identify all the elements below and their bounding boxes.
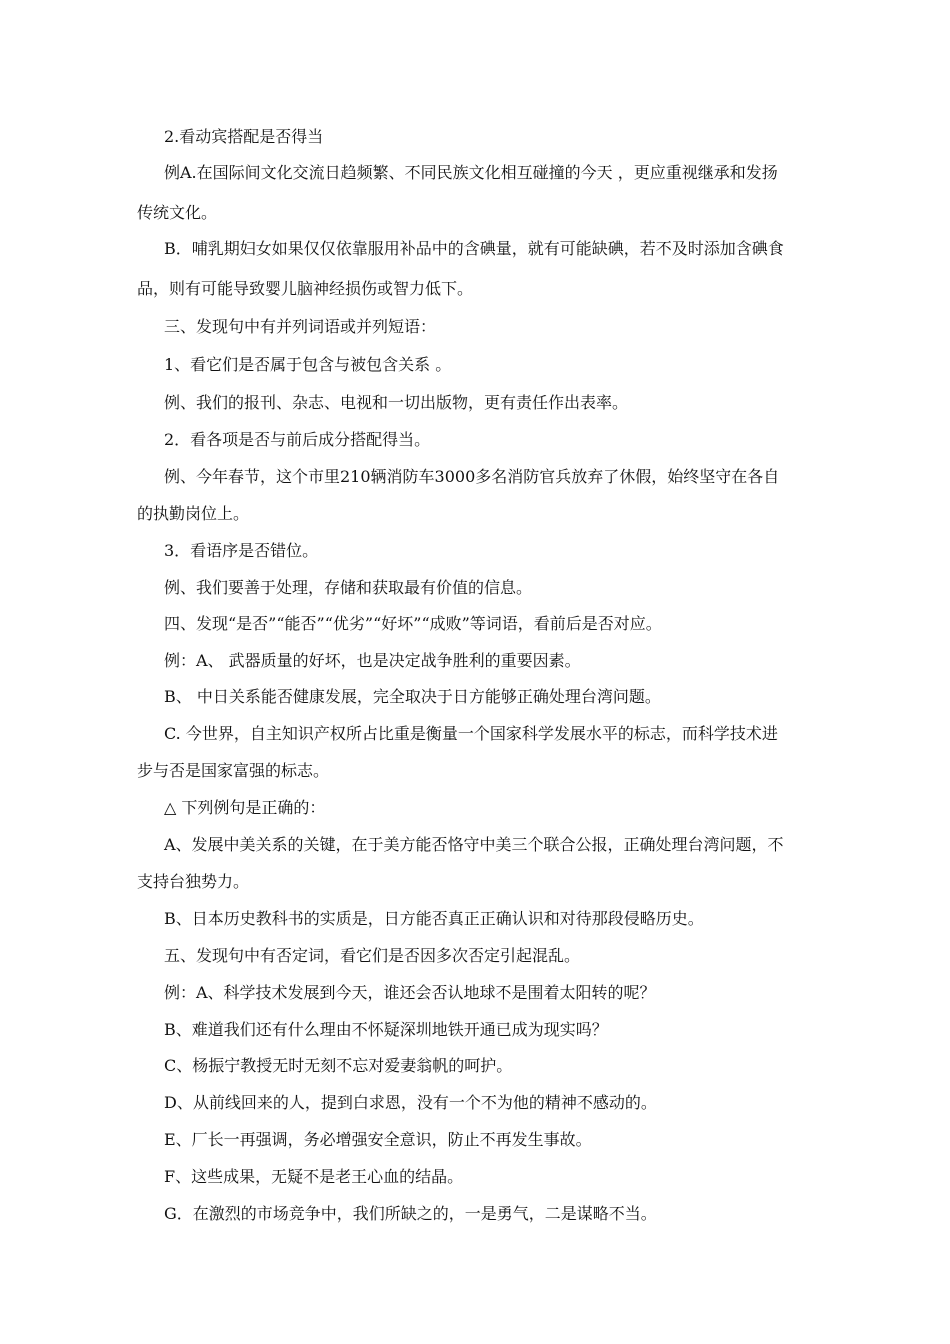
section-heading: 三、发现句中有并列词语或并列短语：	[164, 317, 437, 336]
text-line: E、厂长一再强调，务必增强安全意识，防止不再发生事故。	[164, 1130, 592, 1149]
text-line: D、从前线回来的人，提到白求恩，没有一个不为他的精神不感动的。	[164, 1093, 657, 1112]
text-line: B、 中日关系能否健康发展，完全取决于日方能够正确处理台湾问题。	[164, 687, 661, 706]
text-line: 2.看动宾搭配是否得当	[164, 127, 324, 146]
text-line: G．在激烈的市场竞争中，我们所缺之的，一是勇气，二是谋略不当。	[164, 1204, 657, 1223]
text-line: 例、今年春节，这个市里210辆消防车3000多名消防官兵放弃了休假，始终坚守在各自	[164, 467, 780, 486]
text-line: 的执勤岗位上。	[137, 504, 250, 523]
text-line: B、日本历史教科书的实质是，日方能否真正正确认识和对待那段侵略历史。	[164, 909, 704, 928]
text-line: 步与否是国家富强的标志。	[137, 761, 330, 780]
section-heading: 四、发现“是否”“能否”“优劣”“好坏”“成败”等词语，看前后是否对应。	[164, 614, 662, 633]
text-line: F、这些成果，无疑不是老王心血的结晶。	[164, 1167, 464, 1186]
text-line: C、杨振宁教授无时无刻不忘对爱妻翁帆的呵护。	[164, 1056, 513, 1075]
text-line: B．哺乳期妇女如果仅仅依靠服用补品中的含碘量，就有可能缺碘，若不及时添加含碘食	[164, 239, 784, 258]
text-line: A、发展中美关系的关键，在于美方能否恪守中美三个联合公报，正确处理台湾问题，不	[164, 835, 784, 854]
text-line: B、难道我们还有什么理由不怀疑深圳地铁开通已成为现实吗？	[164, 1020, 608, 1039]
section-heading: 五、发现句中有否定词，看它们是否因多次否定引起混乱。	[164, 946, 581, 965]
text-line: 例：A、 武器质量的好坏，也是决定战争胜利的重要因素。	[164, 651, 581, 670]
text-line: 传统文化。	[137, 203, 218, 222]
text-line: 例A.在国际间文化交流日趋频繁、不同民族文化相互碰撞的今天 ，更应重视继承和发扬	[164, 163, 778, 182]
text-line: 例：A、科学技术发展到今天，谁还会否认地球不是围着太阳转的呢？	[164, 983, 656, 1002]
text-line: 品，则有可能导致婴儿脑神经损伤或智力低下。	[137, 279, 474, 298]
text-line: 支持台独势力。	[137, 872, 250, 891]
text-line: 例、我们要善于处理，存储和获取最有价值的信息。	[164, 578, 533, 597]
text-line: 1、看它们是否属于包含与被包含关系 。	[164, 355, 452, 374]
text-line: △ 下列例句是正确的：	[164, 798, 326, 817]
text-line: 2．看各项是否与前后成分搭配得当。	[164, 430, 431, 449]
text-line: 3．看语序是否错位。	[164, 541, 319, 560]
text-line: C. 今世界，自主知识产权所占比重是衡量一个国家科学发展水平的标志，而科学技术进	[164, 724, 778, 743]
text-line: 例、我们的报刊、杂志、电视和一切出版物，更有责任作出表率。	[164, 393, 629, 412]
